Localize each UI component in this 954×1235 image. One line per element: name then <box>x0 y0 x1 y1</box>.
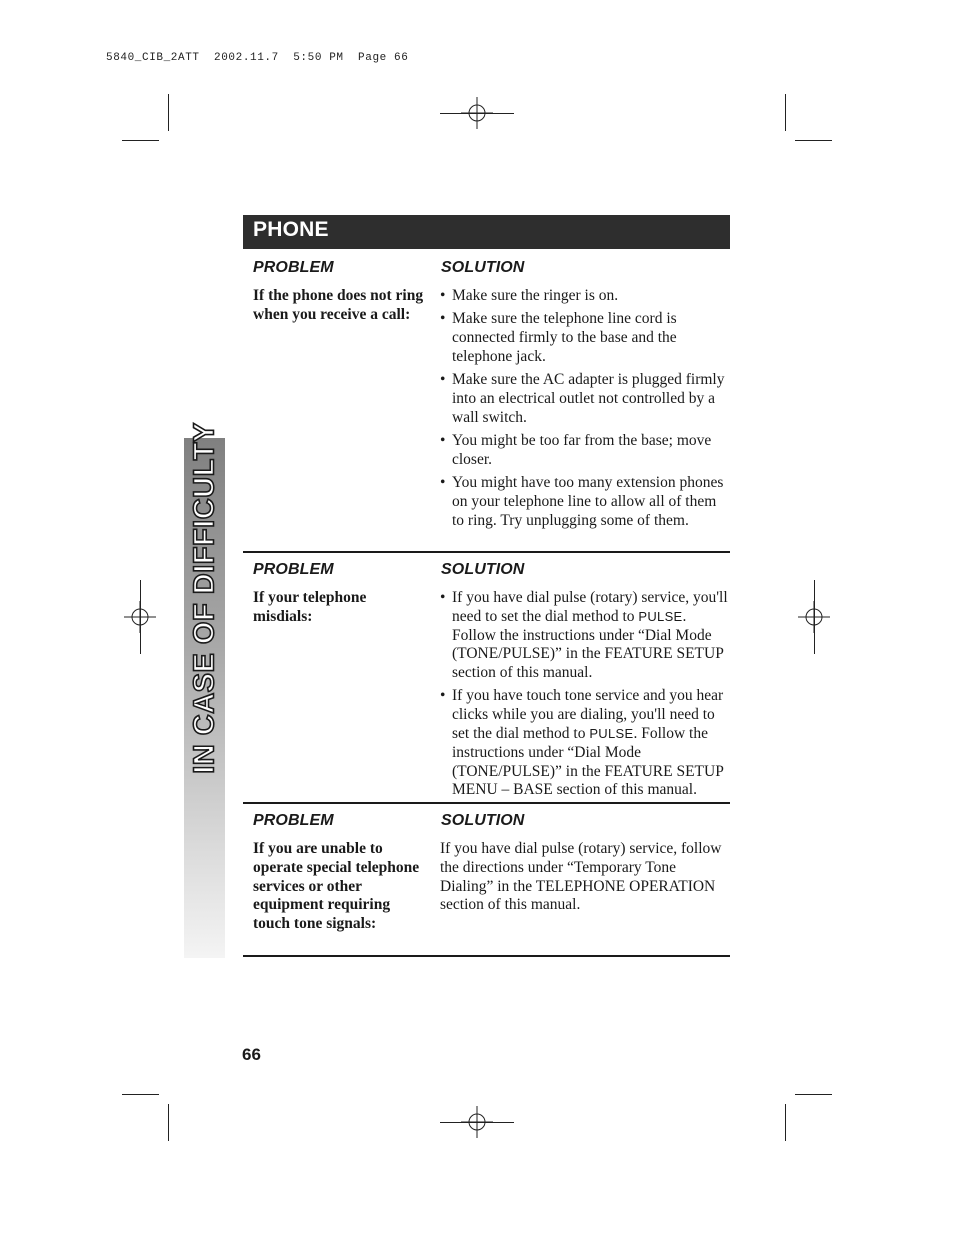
crop-mark-bottom-right-horizontal <box>795 1094 832 1095</box>
crop-mark-top-left-horizontal <box>122 140 159 141</box>
problem-label: PROBLEM <box>253 561 334 578</box>
registration-line-bottom <box>440 1122 514 1123</box>
troubleshoot-section-misdials <box>243 561 730 799</box>
solution-text: If you have dial pulse (rotary) service, follow the directions under “Temporary Tone Dialing” in the TELEPHONE OPERATION section of this manual. <box>440 840 722 914</box>
solution-list <box>440 589 732 805</box>
solution-label: SOLUTION <box>441 259 525 276</box>
solution-item <box>440 687 732 800</box>
solution-item: • Make sure the telephone line cord is connected firmly to the base and the telephone jack. <box>440 310 732 366</box>
solution-label: SOLUTION <box>441 561 525 578</box>
section-header-bar <box>243 215 730 249</box>
solution-text: If you have dial pulse (rotary) service, you'll need to set the dial method to <box>452 589 728 625</box>
problem-text: If the phone does not ring when you receive a call: <box>253 287 424 323</box>
registration-line-left <box>140 580 141 654</box>
solution-item: • Make sure the AC adapter is plugged firmly into an electrical outlet not controlled by a wall switch. <box>440 371 732 427</box>
solution-text: . Follow the instructions under “Dial Mode (TONE/PULSE)” in the FEATURE SETUP section of this manual. <box>452 607 724 682</box>
crop-mark-bottom-right-vertical <box>785 1104 786 1141</box>
section-divider <box>243 955 730 957</box>
problem-label: PROBLEM <box>253 259 334 276</box>
print-slug-line: 5840_CIB_2ATT 2002.11.7 5:50 PM Page 66 <box>106 52 409 64</box>
dial-mode-value: PULSE <box>589 726 634 742</box>
solution-item: • You might be too far from the base; move closer. <box>440 432 732 470</box>
crop-mark-top-right-horizontal <box>795 140 832 141</box>
crop-mark-top-right-vertical <box>785 94 786 131</box>
problem-label: PROBLEM <box>253 812 334 829</box>
solution-list <box>440 287 732 535</box>
crop-mark-bottom-left-horizontal <box>122 1094 159 1095</box>
solution-item: • Make sure the ringer is on. <box>440 287 732 306</box>
solution-label: SOLUTION <box>441 812 525 829</box>
crop-mark-bottom-left-vertical <box>168 1104 169 1141</box>
section-title: PHONE <box>253 218 329 241</box>
solution-item: • You might have too many extension phones on your telephone line to allow all of them to ring. Try unplugging some of them. <box>440 474 732 530</box>
section-divider <box>243 551 730 553</box>
solution-text: If you have touch tone service and you hear clicks while you are dialing, you'll need to set the dial method to <box>452 687 724 743</box>
side-tab-label: IN CASE OF DIFFICULTY <box>188 422 221 774</box>
troubleshoot-section-no-ring <box>243 259 730 549</box>
problem-text: If your telephone misdials: <box>253 589 367 625</box>
solution-item <box>440 589 732 683</box>
troubleshoot-section-touch-tone <box>243 812 730 952</box>
registration-line-top <box>440 113 514 114</box>
section-divider <box>243 802 730 804</box>
solution-text: . Follow the instructions under “Dial Mode (TONE/PULSE)” in the FEATURE SETUP MENU – BASE section of this manual. <box>452 725 724 799</box>
dial-mode-value: PULSE <box>638 608 683 624</box>
page-number: 66 <box>242 1045 261 1064</box>
problem-text: If you are unable to operate special telephone services or other equipment requiring touch tone signals: <box>253 840 420 933</box>
crop-mark-top-left-vertical <box>168 94 169 131</box>
registration-line-right <box>814 580 815 654</box>
